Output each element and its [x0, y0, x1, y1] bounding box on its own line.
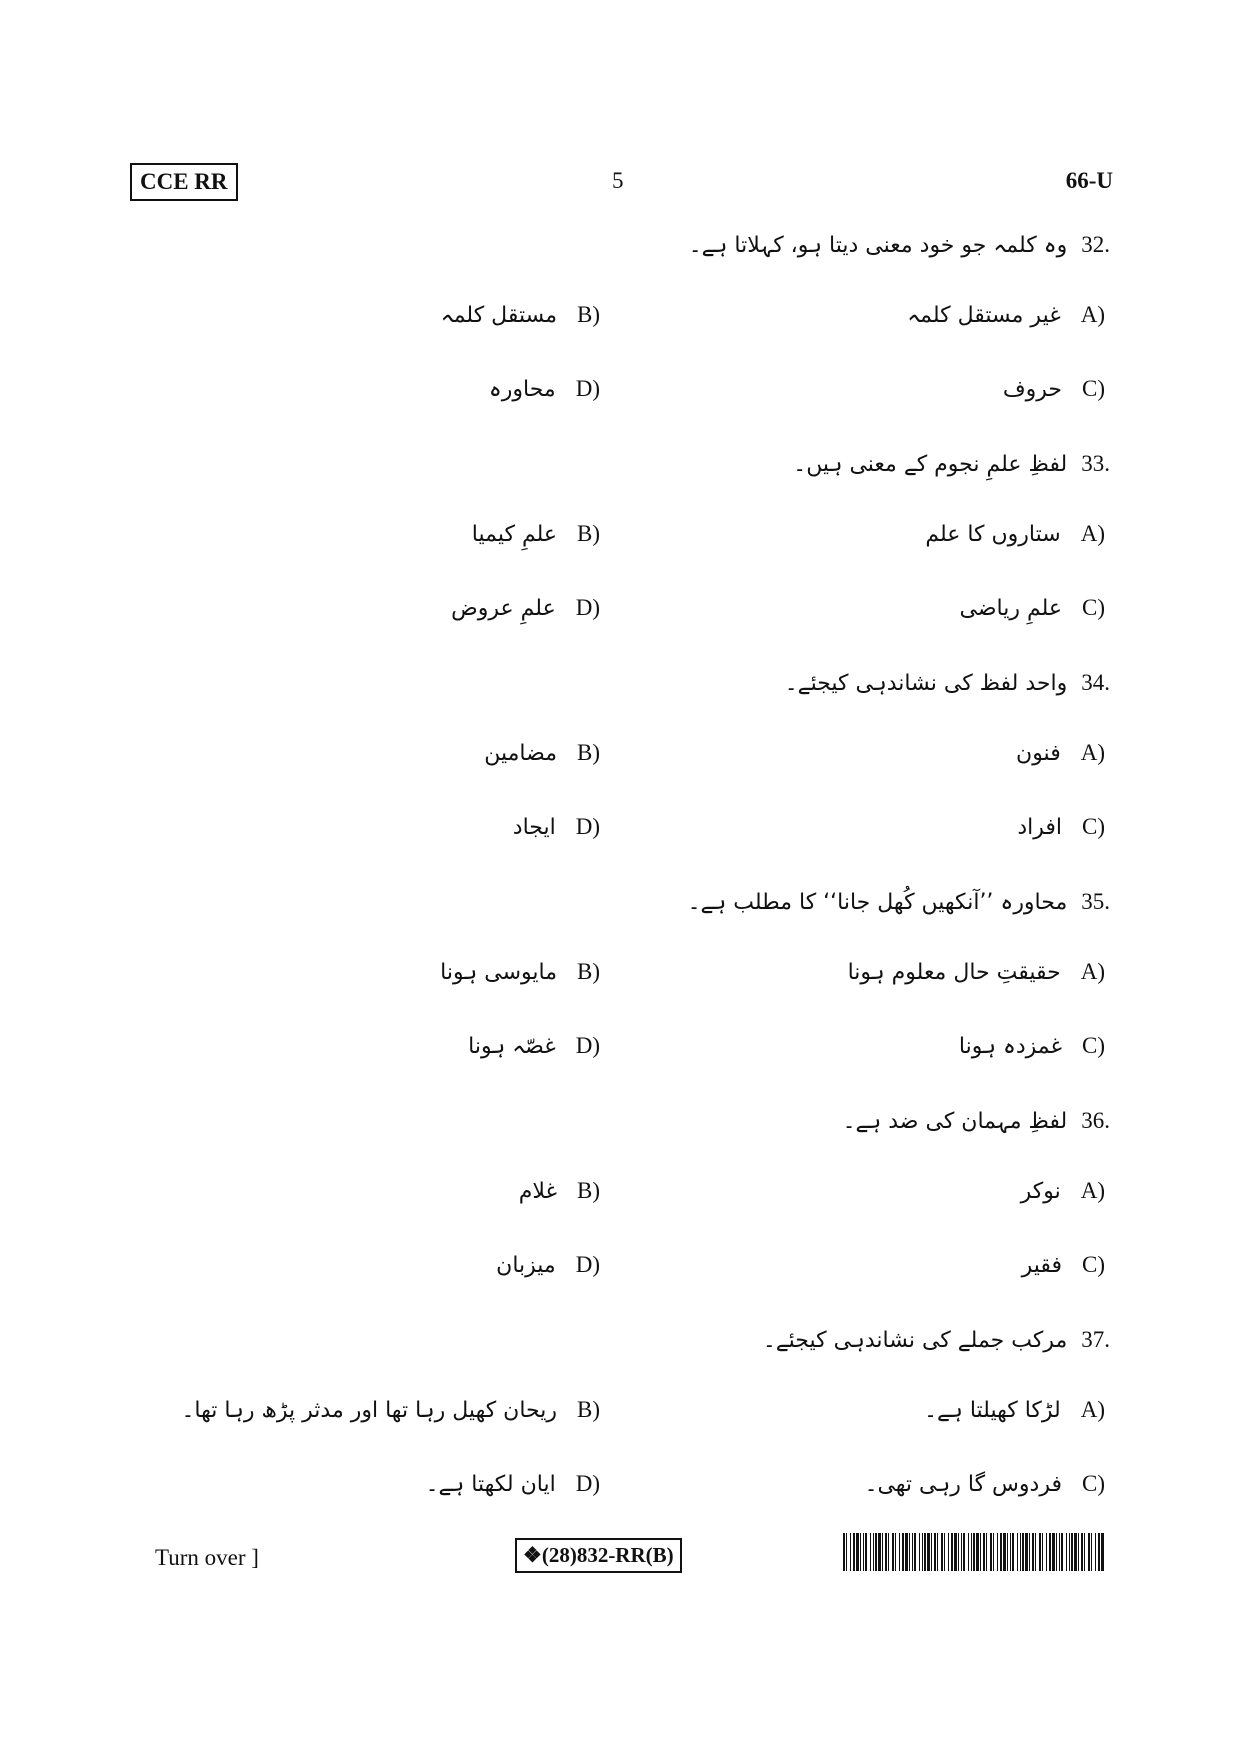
option-text: فنون	[1016, 740, 1061, 766]
question-text: لفظِ مہمان کی ضد ہے۔	[842, 1108, 1068, 1134]
option-text: غصّہ ہونا	[468, 1033, 556, 1059]
question-35	[688, 889, 1110, 915]
option-text: غلام	[518, 1178, 557, 1204]
option-text: مستقل کلمہ	[440, 302, 557, 328]
option-d	[513, 814, 600, 840]
question-number: 35.	[1081, 889, 1110, 914]
option-b	[484, 740, 600, 766]
question-text: محاورہ ’’آنکھیں کُھل جانا‘‘ کا مطلب ہے۔	[687, 889, 1068, 915]
option-text: میزبان	[496, 1252, 556, 1278]
option-c	[865, 1471, 1105, 1497]
option-text: فقیر	[1021, 1252, 1062, 1278]
option-text: مایوسی ہونا	[440, 959, 557, 985]
option-text: غمزدہ ہونا	[958, 1033, 1062, 1059]
option-letter: D)	[575, 814, 600, 839]
question-33	[793, 451, 1110, 477]
option-a	[1021, 1178, 1105, 1204]
option-d	[489, 376, 600, 402]
option-a	[925, 521, 1105, 547]
option-c	[1003, 376, 1105, 402]
option-letter: D)	[575, 1252, 600, 1277]
option-text: مضامین	[484, 740, 557, 766]
option-text: ریحان کھیل رہا تھا اور مدثر پڑھ رہا تھا۔	[181, 1397, 557, 1423]
option-a	[907, 302, 1105, 328]
option-b	[441, 302, 600, 328]
option-text: محاورہ	[488, 376, 556, 402]
option-b	[472, 521, 600, 547]
option-c	[959, 595, 1105, 621]
option-letter: D)	[575, 1471, 600, 1496]
option-text: حروف	[1002, 376, 1062, 402]
option-text: غیر مستقل کلمہ	[907, 302, 1061, 328]
option-text: فردوس گا رہی تھی۔	[864, 1471, 1062, 1497]
option-text: لڑکا کھیلتا ہے۔	[924, 1397, 1061, 1423]
question-34	[785, 670, 1110, 696]
option-text: علمِ ریاضی	[959, 595, 1062, 621]
exam-code-box: CCE RR	[130, 163, 238, 201]
question-number: 34.	[1081, 670, 1110, 695]
option-letter: C)	[1082, 1252, 1105, 1277]
question-text: لفظِ علمِ نجوم کے معنی ہیں۔	[793, 451, 1068, 477]
option-letter: B)	[577, 740, 600, 765]
option-letter: D)	[575, 1033, 600, 1058]
option-d	[451, 595, 600, 621]
option-text: علمِ کیمیا	[471, 521, 557, 547]
question-number: 33.	[1081, 451, 1110, 476]
question-number: 37.	[1081, 1327, 1110, 1352]
option-b	[440, 959, 600, 985]
question-text: وہ کلمہ جو خود معنی دیتا ہو، کہلاتا ہے۔	[688, 232, 1068, 258]
option-letter: C)	[1082, 1033, 1105, 1058]
option-text: ایان لکھتا ہے۔	[425, 1471, 556, 1497]
option-letter: D)	[575, 376, 600, 401]
option-letter: B)	[577, 521, 600, 546]
option-letter: B)	[577, 959, 600, 984]
option-letter: D)	[575, 595, 600, 620]
option-letter: B)	[577, 302, 600, 327]
option-letter: A)	[1080, 302, 1105, 327]
question-text: مرکب جملے کی نشاندہی کیجئے۔	[762, 1327, 1068, 1353]
option-letter: A)	[1080, 740, 1105, 765]
option-d	[426, 1471, 600, 1497]
option-text: نوکر	[1020, 1178, 1061, 1204]
barcode-icon	[843, 1533, 1105, 1571]
question-number: 32.	[1081, 232, 1110, 257]
option-text: افراد	[1017, 814, 1062, 840]
paper-code: 66-U	[1065, 168, 1113, 193]
option-letter: C)	[1082, 376, 1105, 401]
option-letter: A)	[1080, 1397, 1105, 1422]
option-a	[924, 1397, 1105, 1423]
option-a	[848, 959, 1105, 985]
option-text: حقیقتِ حال معلوم ہونا	[847, 959, 1061, 985]
option-d	[468, 1033, 600, 1059]
option-letter: C)	[1082, 814, 1105, 839]
option-text: علمِ عروض	[451, 595, 556, 621]
option-letter: B)	[577, 1397, 600, 1422]
option-b	[181, 1397, 600, 1423]
question-32	[689, 232, 1110, 258]
option-a	[1016, 740, 1105, 766]
option-letter: B)	[577, 1178, 600, 1203]
question-number: 36.	[1081, 1108, 1110, 1133]
option-text: ایجاد	[512, 814, 556, 840]
option-letter: A)	[1080, 521, 1105, 546]
option-c	[1022, 1252, 1105, 1278]
option-c	[1017, 814, 1105, 840]
option-text: ستاروں کا علم	[925, 521, 1061, 547]
option-d	[496, 1252, 600, 1278]
option-letter: A)	[1080, 959, 1105, 984]
option-c	[959, 1033, 1105, 1059]
question-36	[843, 1108, 1110, 1134]
option-b	[519, 1178, 600, 1204]
footer-code-box: ❖(28)832-RR(B)	[515, 1538, 682, 1573]
option-letter: C)	[1082, 595, 1105, 620]
option-letter: A)	[1080, 1178, 1105, 1203]
question-text: واحد لفظ کی نشاندہی کیجئے۔	[784, 670, 1068, 696]
page-number: 5	[612, 168, 624, 193]
question-37	[763, 1327, 1110, 1353]
turn-over-text: Turn over ]	[155, 1545, 259, 1570]
option-letter: C)	[1082, 1471, 1105, 1496]
